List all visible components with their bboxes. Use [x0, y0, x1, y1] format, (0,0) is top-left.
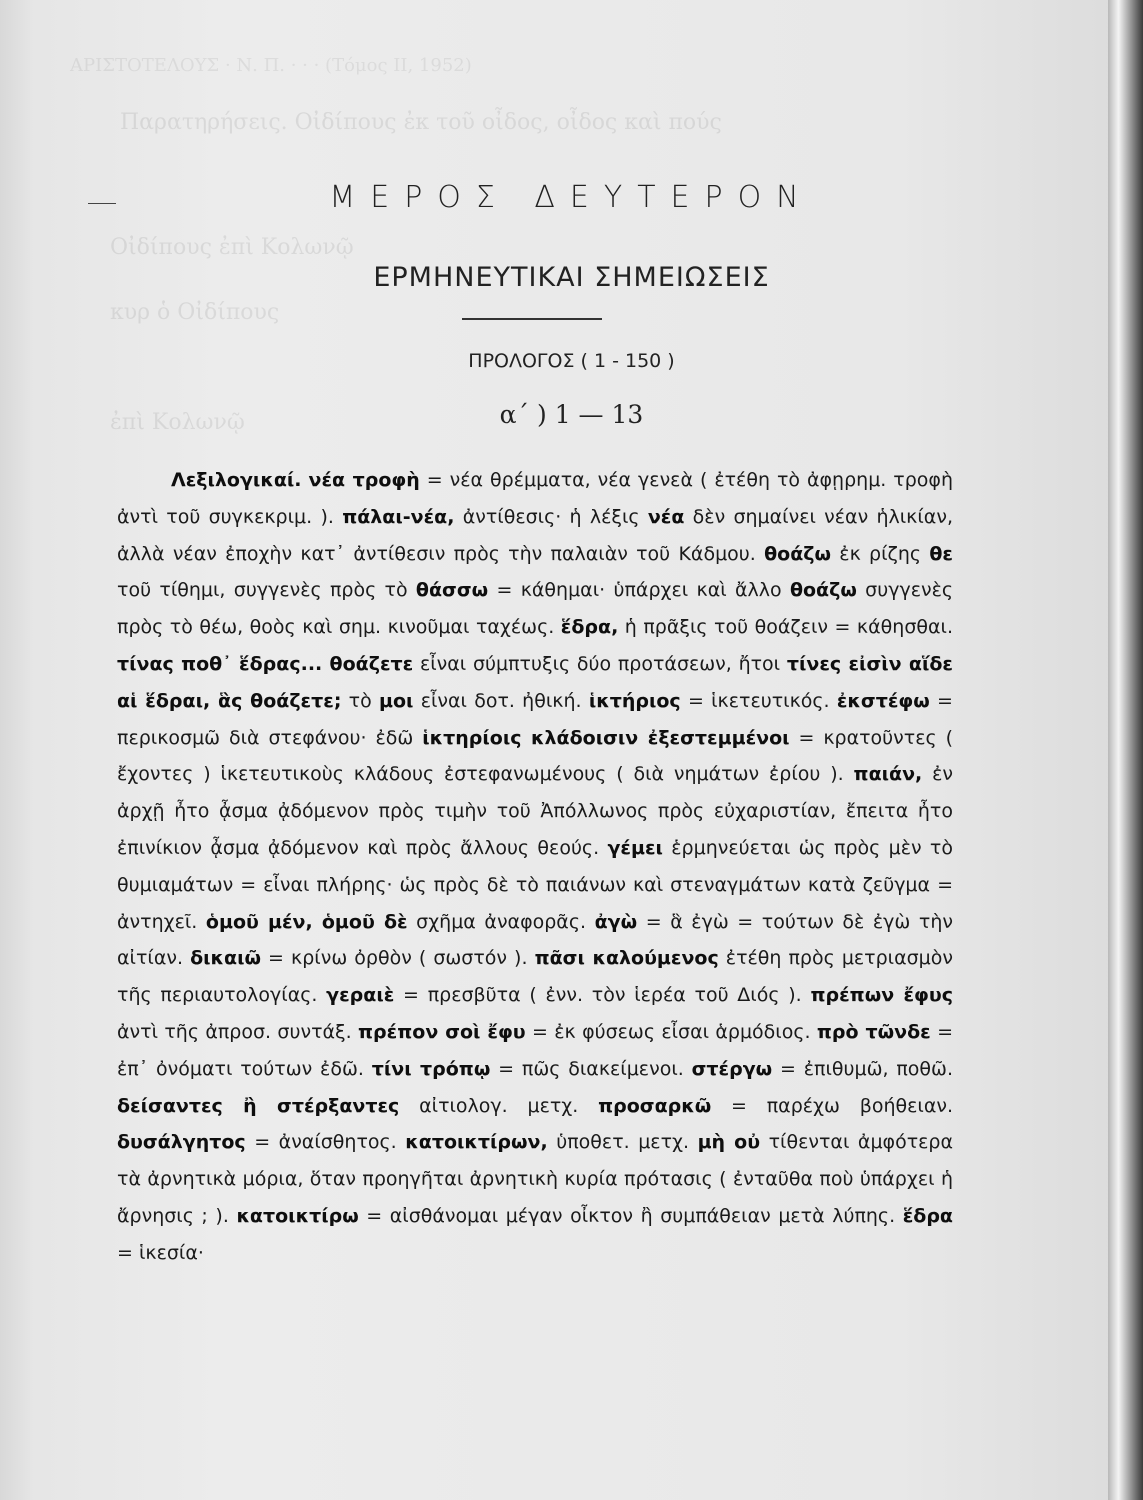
gloss-text: τὸ [341, 689, 379, 712]
section-heading: α΄ ) 1 — 13 [499, 400, 644, 429]
bleed-through-text: Οἰδίπους ἐπὶ Κολωνῷ [110, 235, 354, 260]
book-gutter-edge [1108, 0, 1143, 1500]
gloss-text: = κάθημαι· ὑπάρχει καὶ ἄλλο [488, 579, 790, 602]
gloss-text: = περικοσμῶ διὰ στεφάνου· ἐδῶ [117, 689, 953, 749]
gloss-text: σχῆμα ἀναφορᾶς. [407, 910, 595, 933]
gloss-text: = ἀναίσθητος. [245, 1131, 406, 1154]
gloss-text: = νέα θρέμματα, νέα γενεὰ ( ἐτέθη τὸ ἀφῃρημ. τροφὴ ἀντὶ τοῦ συγκεκριμ. ). [117, 469, 953, 528]
glossary-term: πρέπων ἔφυς [810, 984, 953, 1007]
notes-paragraph [117, 462, 953, 1272]
glossary-term: μοι [379, 689, 414, 712]
gloss-text: = αἰσθάνομαι μέγαν οἶκτον ἢ συμπάθειαν μετὰ λύπης. [358, 1204, 903, 1227]
gloss-text: τίθενται ἀμφότερα τὰ ἀρνητικὰ μόρια, ὅταν προηγῆται ἀρνητικὴ κυρία πρότασις ( ἐνταῦθα ποὺ ὑπάρχει ἡ ἄρνησις ; ). [117, 1131, 953, 1227]
gloss-text: ἐκ ρίζης [831, 542, 930, 565]
gloss-text: συγγενὲς πρὸς τὸ θέω, θοὸς καὶ σημ. κινοῦμαι ταχέως. [117, 579, 953, 639]
glossary-term: πᾶσι καλούμενος [534, 947, 719, 970]
glossary-term: πάλαι-νέα, [342, 505, 455, 528]
glossary-term: κατοικτίρων, [405, 1131, 548, 1154]
gloss-text: ἀντὶ τῆς ἀπροσ. συντάξ. [117, 1020, 359, 1043]
glossary-term: νέα τροφὴ [308, 469, 420, 491]
glossary-term: θοάζω [764, 542, 832, 565]
glossary-term: θοάζω [789, 579, 857, 602]
glossary-term: στέργω [691, 1057, 773, 1080]
glossary-term: δυσάλγητος [117, 1131, 246, 1154]
gloss-text: τοῦ τίθημι, συγγενὲς πρὸς τὸ [117, 579, 416, 602]
gloss-text: = κρίνω ὀρθὸν ( σωστόν ). [261, 947, 535, 970]
notes-body [117, 462, 953, 1272]
gloss-text: = παρέχω βοήθειαν. [711, 1094, 953, 1117]
gloss-text: αἰτιολογ. μετχ. [399, 1094, 599, 1117]
glossary-term: θάσσω [415, 579, 489, 602]
gloss-text: ἀντίθεσις· ἡ λέξις [454, 505, 648, 528]
glossary-term: ἀγὼ [594, 910, 638, 933]
gloss-text: = ἐπ᾽ ὀνόματι τούτων ἐδῶ. [117, 1020, 954, 1080]
glossary-term: τίνι τρόπῳ [371, 1057, 491, 1080]
bleed-through-text: κυρ ὁ Οἰδίπους [110, 300, 280, 325]
glossary-term: νέα [647, 505, 685, 528]
glossary-term: δικαιῶ [190, 947, 261, 970]
part-title: ΜΕΡΟΣ ΔΕΥΤΕΡΟΝ [329, 180, 814, 215]
glossary-term: ἕδρα [902, 1204, 953, 1227]
gloss-text: = ἃ ἐγὼ = τούτων δὲ ἐγὼ τὴν αἰτίαν. [117, 910, 953, 970]
gloss-text: ἐτέθη πρὸς μετριασμὸν τῆς περιαυτολογίας. [117, 947, 953, 1007]
prologue-heading: ΠΡΟΛΟΓΟΣ ( 1 - 150 ) [468, 350, 675, 372]
glossary-term: πρέπον σοὶ ἔφυ [358, 1020, 526, 1043]
glossary-term: προσαρκῶ [598, 1094, 712, 1117]
glossary-term: ἕδρα, [560, 616, 619, 639]
glossary-term: δείσαντες ἢ στέρξαντες [117, 1094, 400, 1117]
glossary-term: Λεξιλογικαί. [171, 469, 302, 491]
gloss-text: ἐν ἀρχῇ ἦτο ᾆσμα ᾀδόμενον πρὸς τιμὴν τοῦ Ἀπόλλωνος πρὸς εὐχαριστίαν, ἔπειτα ἦτο ἐπινίκιον ᾆσμα ᾀδόμενον καὶ πρὸς ἄλλους θεούς. [117, 763, 953, 859]
glossary-term: κατοικτίρω [236, 1204, 359, 1227]
glossary-term: μὴ οὐ [697, 1131, 761, 1154]
glossary-term: τίνες εἰσὶν αἵδε αἱ ἕδραι, ἃς θοάζετε; [117, 652, 953, 712]
gloss-text: = ἐπιθυμῶ, ποθῶ. [772, 1057, 954, 1080]
glossary-term: ἱκτήριος [588, 689, 681, 712]
glossary-term: ἱκτηρίοις κλάδοισιν ἐξεστεμμένοι [422, 726, 790, 749]
gloss-text: = πῶς διακείμενοι. [490, 1057, 692, 1080]
bleed-through-text: Παρατηρήσεις. Οἰδίπους ἐκ τοῦ οἶδος, οἶδος καὶ πούς [120, 110, 722, 135]
gloss-text: ἡ πρᾶξις τοῦ θοάζειν = κάθησθαι. [618, 616, 953, 639]
glossary-term: θε [929, 542, 953, 565]
gloss-text: = κρατοῦντες ( ἔχοντες ) ἱκετευτικοὺς κλάδους ἐστεφανωμένους ( διὰ νημάτων ἐρίου ). [117, 726, 953, 786]
bleed-through-text: ἐπὶ Κολωνῷ [110, 410, 245, 435]
glossary-term: παιάν, [853, 763, 923, 786]
gloss-text: = ἐκ φύσεως εἶσαι ἁρμόδιος. [525, 1020, 817, 1043]
gloss-text: δὲν σημαίνει νέαν ἡλικίαν, ἀλλὰ νέαν ἐποχὴν κατ᾽ ἀντίθεσιν πρὸς τὴν παλαιὰν τοῦ Κάδμου. [117, 505, 953, 565]
notes-title: ΕΡΜΗΝΕΥΤΙΚΑΙ ΣΗΜΕΙΩΣΕΙΣ [373, 262, 770, 293]
glossary-term: γεραιὲ [326, 984, 395, 1007]
glossary-term: ἐκστέφω [836, 689, 930, 712]
bleed-through-header: ΑΡΙΣΤΟΤΕΛΟΥΣ · Ν. Π. · · · (Τόμος ΙΙ, 1952) [70, 55, 472, 76]
title-rule [462, 318, 602, 320]
glossary-term: ὁμοῦ μέν, ὁμοῦ δὲ [205, 910, 408, 933]
gloss-text: εἶναι δοτ. ἠθική. [413, 689, 589, 712]
gloss-text [302, 469, 309, 491]
gloss-text: = ἱκεσία· [117, 1241, 204, 1264]
gloss-text: εἶναι σύμπτυξις δύο προτάσεων, ἤτοι [413, 652, 787, 675]
gloss-text: ἑρμηνεύεται ὡς πρὸς μὲν τὸ θυμιαμάτων = εἶναι πλήρης· ὡς πρὸς δὲ τὸ παιάνων καὶ στεναγμάτων κατὰ ζεῦγμα = ἀντηχεῖ. [117, 836, 953, 933]
glossary-term: γέμει [607, 836, 663, 859]
glossary-term: τίνας ποθ᾽ ἕδρας... θοάζετε [117, 652, 414, 675]
glossary-term: πρὸ τῶνδε [816, 1020, 931, 1043]
gloss-text: ὑποθετ. μετχ. [547, 1131, 698, 1154]
gloss-text: = πρεσβῦτα ( ἐνν. τὸν ἱερέα τοῦ Διός ). [394, 984, 811, 1007]
gloss-text: = ἱκετευτικός. [680, 689, 837, 712]
